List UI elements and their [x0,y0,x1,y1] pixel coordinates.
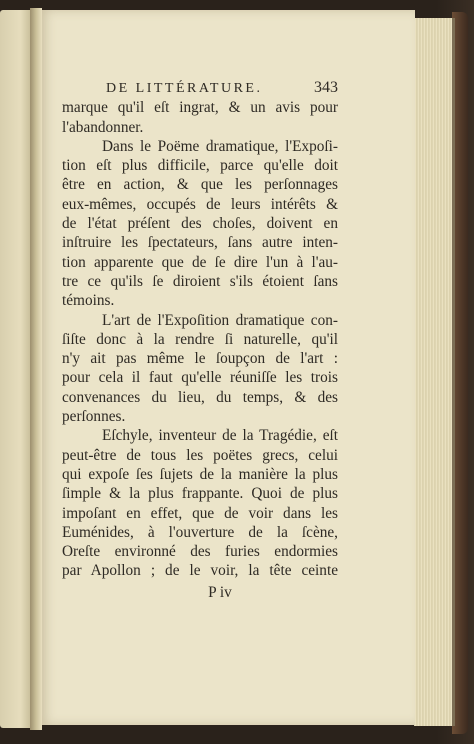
text-line: eux-mêmes, occupés de leurs intérêts & [62,195,338,213]
text-line: Oreſte environné des furies endormies [62,543,338,561]
paragraph [62,311,338,427]
text-line: pour cela il faut qu'elle réuniſſe les trois [62,369,338,387]
page-edges [414,18,455,726]
text-line: ſiſte donc à la rendre ſi naturelle, qu'il [62,330,338,348]
text-line: convenances du lieu, du temps, & des [62,388,338,406]
running-title: DE LITTÉRATURE. [106,81,263,96]
text-line: impoſant en effet, que de voir dans les [62,504,338,522]
text-line: perſonnes. [62,408,126,426]
text-line: tion eſt plus difficile, parce qu'elle doit [62,157,338,175]
text-line: L'art de l'Expoſition dramatique con- [102,311,338,329]
text-line: Eſchyle, inventeur de la Tragédie, eſt [102,427,338,445]
text-line: qui expoſe ſes ſujets de la manière la plus [62,465,338,483]
signature-mark: P iv [208,583,232,601]
text-line: Euménides, à l'ouverture de la ſcène, [62,523,338,541]
page-number: 343 [314,79,338,96]
text-line: de l'état préſent des choſes, doivent en [62,215,338,233]
text-line: témoins. [62,292,115,310]
text-line: l'abandonner. [62,118,144,136]
gutter [30,8,42,730]
text-line: Dans le Poëme dramatique, l'Expoſi- [102,137,338,155]
page-header [62,78,338,98]
text-line: inſtruire les ſpectateurs, ſans autre inten- [62,234,338,252]
text-line: ſimple & la plus frappante. Quoi de plus [62,485,338,503]
paragraph [62,137,338,311]
left-page-edge [0,10,34,728]
text-line: n'y ait pas même le ſoupçon de l'art : [62,350,338,368]
text-line: être en action, & que les perſonnages [62,176,338,194]
text-line: marque qu'il eſt ingrat, & un avis pour [62,99,338,117]
text-line: tion apparente que de ſe dire l'un à l'au- [62,253,338,271]
text-line: peut-être de tous les poëtes grecs, celui [62,446,338,464]
paragraph [62,426,338,580]
text-line: par Apollon ; de le voir, la tête ceinte [62,562,338,580]
page-text [62,78,338,602]
paragraph [62,98,338,137]
text-line: tre ce qu'ils ſe diroient s'ils étoient ſans [62,272,338,290]
